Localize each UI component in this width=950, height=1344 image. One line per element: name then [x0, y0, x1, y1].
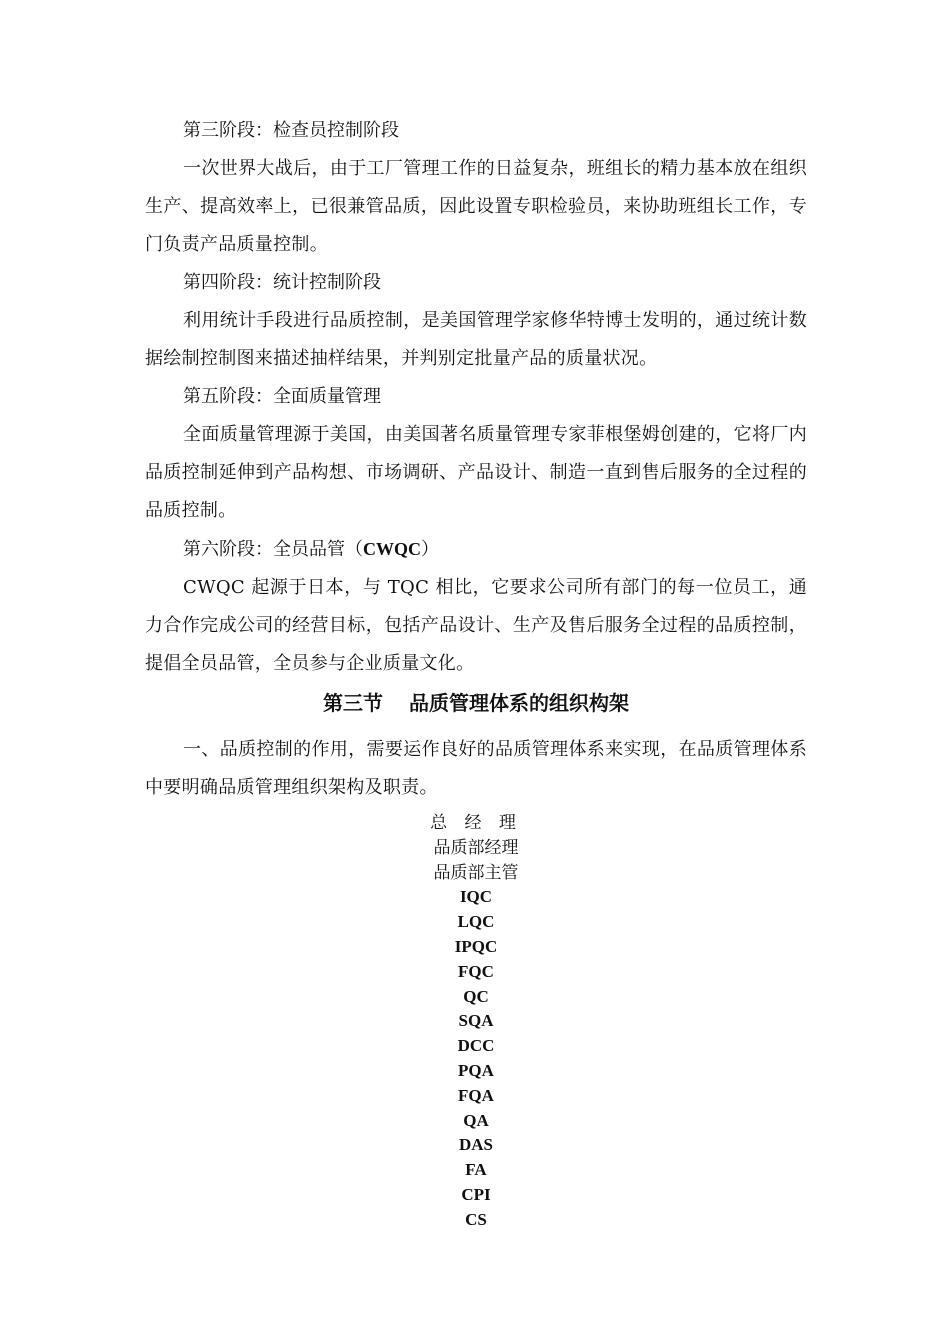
org-role: IQC — [459, 887, 493, 907]
org-role: DAS — [458, 1135, 493, 1155]
org-role: FA — [465, 1160, 487, 1180]
section-heading — [145, 683, 807, 723]
stage6-paragraph: CWQC 起源于日本，与 TQC 相比，它要求公司所有部门的每一位员工，通力合作完成公司的经营目标，包括产品设计、生产及售后服务全过程的品质控制，提倡全员品管，全员参与企业质量文化。 — [145, 577, 807, 674]
org-role: LQC — [457, 912, 495, 932]
org-role: FQC — [458, 961, 494, 981]
stage5-title: 第五阶段：全面质量管理 — [183, 386, 381, 407]
org-quality-supervisor: 品质部主管 — [433, 862, 519, 883]
org-role: SQA — [458, 1011, 494, 1031]
org-quality-manager: 品质部经理 — [433, 837, 519, 858]
section-number: 第三节 — [323, 691, 383, 715]
org-role: QC — [463, 986, 489, 1006]
org-role: IPQC — [454, 936, 498, 956]
org-chart — [145, 811, 807, 1233]
stage3-title: 第三阶段：检查员控制阶段 — [183, 120, 399, 141]
org-role: CPI — [461, 1184, 491, 1204]
stage6-title-prefix: 第六阶段：全员品管（ — [183, 539, 363, 560]
section-title: 品质管理体系的组织构架 — [409, 691, 629, 715]
org-role: CS — [465, 1209, 487, 1229]
org-role: FQA — [458, 1085, 494, 1105]
stage4-title: 第四阶段：统计控制阶段 — [183, 272, 381, 293]
stage3-paragraph: 一次世界大战后，由于工厂管理工作的日益复杂，班组长的精力基本放在组织生产、提高效率上，已很兼管品质，因此设置专职检验员，来协助班组长工作，专门负责产品质量控制。 — [145, 158, 807, 255]
section-intro-paragraph: 一、品质控制的作用，需要运作良好的品质管理体系来实现，在品质管理体系中要明确品质管理组织架构及职责。 — [145, 739, 807, 798]
document-page — [145, 112, 807, 1233]
stage6-title-suffix: ） — [421, 539, 439, 560]
stage6-title-abbr: CWQC — [363, 539, 421, 559]
org-role: PQA — [458, 1060, 494, 1080]
stage6-title — [145, 530, 807, 569]
stage5-paragraph: 全面质量管理源于美国，由美国著名质量管理专家菲根堡姆创建的，它将厂内品质控制延伸到产品构想、市场调研、产品设计、制造一直到售后服务的全过程的品质控制。 — [145, 424, 807, 521]
org-role: DCC — [457, 1036, 495, 1056]
stage4-paragraph: 利用统计手段进行品质控制，是美国管理学家修华特博士发明的，通过统计数据绘制控制图来描述抽样结果，并判别定批量产品的质量状况。 — [145, 310, 807, 369]
org-role: QA — [463, 1110, 489, 1130]
org-general-manager: 总 经 理 — [430, 813, 522, 833]
